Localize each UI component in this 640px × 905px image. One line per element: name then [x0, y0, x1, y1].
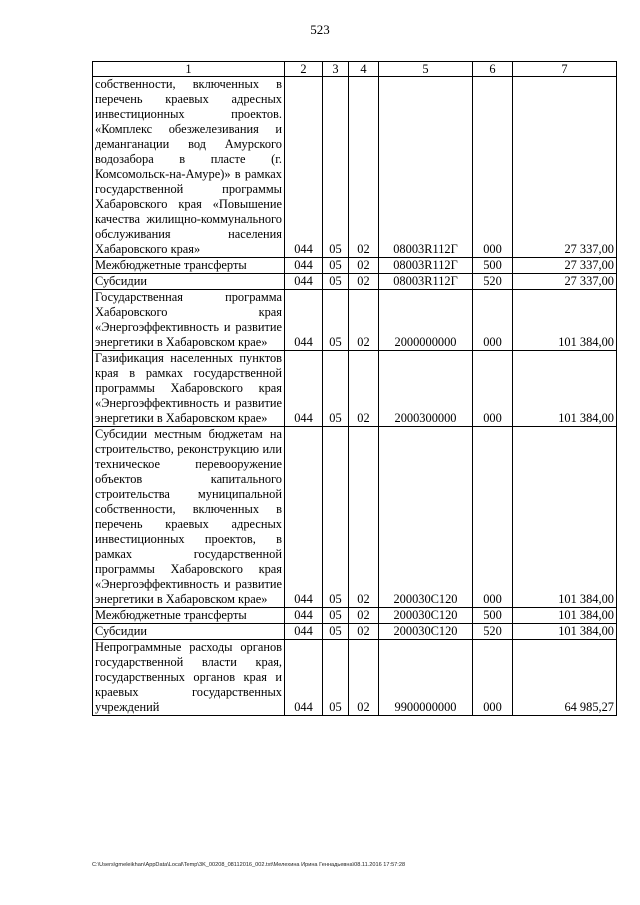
code-expense-type: 000: [473, 427, 513, 608]
code-expense-type: 000: [473, 290, 513, 351]
table-row: [93, 351, 617, 427]
file-path-footer: C:\Users\gmeleikhan\AppData\Local\Temp\3K_00208_08112016_002.txt\Мелехина Ирина Геннадьевна\08.11.2016 17:57:28: [92, 862, 406, 868]
code-section: 05: [323, 274, 349, 290]
row-name: Межбюджетные трансферты: [93, 258, 285, 274]
code-target: 08003R112Г: [379, 274, 473, 290]
row-name: собственности, включенных в перечень краевых адресных инвестиционных проектов. «Комплекс обезжелезивания и деманганации вод Амурского водозабора в пласте (г. Комсомольск-на-Амуре)» в рамках государственной программы Хабаровского края «Повышение качества жилищно-коммунального обслуживания населения Хабаровского края»: [93, 77, 285, 258]
code-section: 05: [323, 640, 349, 716]
table-row: [93, 290, 617, 351]
row-name: Газификация населенных пунктов края в рамках государственной программы Хабаровского края «Энергоэффективность и развитие энергетики в Хабаровском крае»: [93, 351, 285, 427]
amount: 101 384,00: [513, 351, 617, 427]
code-ministry: 044: [285, 624, 323, 640]
amount: 27 337,00: [513, 258, 617, 274]
code-target: 200030С120: [379, 427, 473, 608]
row-name: Субсидии: [93, 274, 285, 290]
table-row: [93, 608, 617, 624]
column-header: 3: [323, 62, 349, 77]
code-ministry: 044: [285, 290, 323, 351]
code-expense-type: 500: [473, 608, 513, 624]
code-ministry: 044: [285, 258, 323, 274]
code-expense-type: 000: [473, 77, 513, 258]
amount: 101 384,00: [513, 624, 617, 640]
column-header: 6: [473, 62, 513, 77]
page-number: 523: [310, 22, 330, 37]
code-expense-type: 520: [473, 274, 513, 290]
column-header: 4: [349, 62, 379, 77]
row-name: Межбюджетные трансферты: [93, 608, 285, 624]
code-target: 200030С120: [379, 624, 473, 640]
code-expense-type: 000: [473, 640, 513, 716]
code-target: 08003R112Г: [379, 258, 473, 274]
column-header: 7: [513, 62, 617, 77]
amount: 27 337,00: [513, 274, 617, 290]
code-subsection: 02: [349, 640, 379, 716]
code-subsection: 02: [349, 290, 379, 351]
table-row: [93, 427, 617, 608]
code-target: 200030С120: [379, 608, 473, 624]
table-row: [93, 624, 617, 640]
amount: 64 985,27: [513, 640, 617, 716]
column-header: 2: [285, 62, 323, 77]
amount: 101 384,00: [513, 427, 617, 608]
amount: 27 337,00: [513, 77, 617, 258]
code-target: 9900000000: [379, 640, 473, 716]
code-ministry: 044: [285, 77, 323, 258]
table-row: [93, 77, 617, 258]
budget-table: [92, 61, 617, 716]
code-ministry: 044: [285, 640, 323, 716]
code-target: 08003R112Г: [379, 77, 473, 258]
code-section: 05: [323, 258, 349, 274]
code-subsection: 02: [349, 608, 379, 624]
code-section: 05: [323, 608, 349, 624]
column-header: 5: [379, 62, 473, 77]
table-row: [93, 274, 617, 290]
code-ministry: 044: [285, 608, 323, 624]
table-header-row: [93, 62, 617, 77]
code-ministry: 044: [285, 427, 323, 608]
code-section: 05: [323, 427, 349, 608]
code-expense-type: 500: [473, 258, 513, 274]
amount: 101 384,00: [513, 290, 617, 351]
code-expense-type: 000: [473, 351, 513, 427]
code-ministry: 044: [285, 351, 323, 427]
row-name: Субсидии: [93, 624, 285, 640]
table-row: [93, 640, 617, 716]
code-subsection: 02: [349, 258, 379, 274]
code-expense-type: 520: [473, 624, 513, 640]
row-name: Непрограммные расходы органов государственной власти края, государственных органов края и краевых государственных учреждений: [93, 640, 285, 716]
code-subsection: 02: [349, 624, 379, 640]
table-row: [93, 258, 617, 274]
code-section: 05: [323, 77, 349, 258]
code-subsection: 02: [349, 427, 379, 608]
code-subsection: 02: [349, 77, 379, 258]
code-target: 2000300000: [379, 351, 473, 427]
code-ministry: 044: [285, 274, 323, 290]
code-section: 05: [323, 290, 349, 351]
code-target: 2000000000: [379, 290, 473, 351]
column-header: 1: [93, 62, 285, 77]
code-subsection: 02: [349, 351, 379, 427]
code-subsection: 02: [349, 274, 379, 290]
row-name: Субсидии местным бюджетам на строительство, реконструкцию или техническое перевооружение объектов капитального строительства муниципальной собственности, включенных в перечень краевых адресных инвестиционных проектов, в рамках государственной программы Хабаровского края «Энергоэффективность и развитие энергетики в Хабаровском крае»: [93, 427, 285, 608]
amount: 101 384,00: [513, 608, 617, 624]
code-section: 05: [323, 624, 349, 640]
code-section: 05: [323, 351, 349, 427]
row-name: Государственная программа Хабаровского края «Энергоэффективность и развитие энергетики в Хабаровском крае»: [93, 290, 285, 351]
